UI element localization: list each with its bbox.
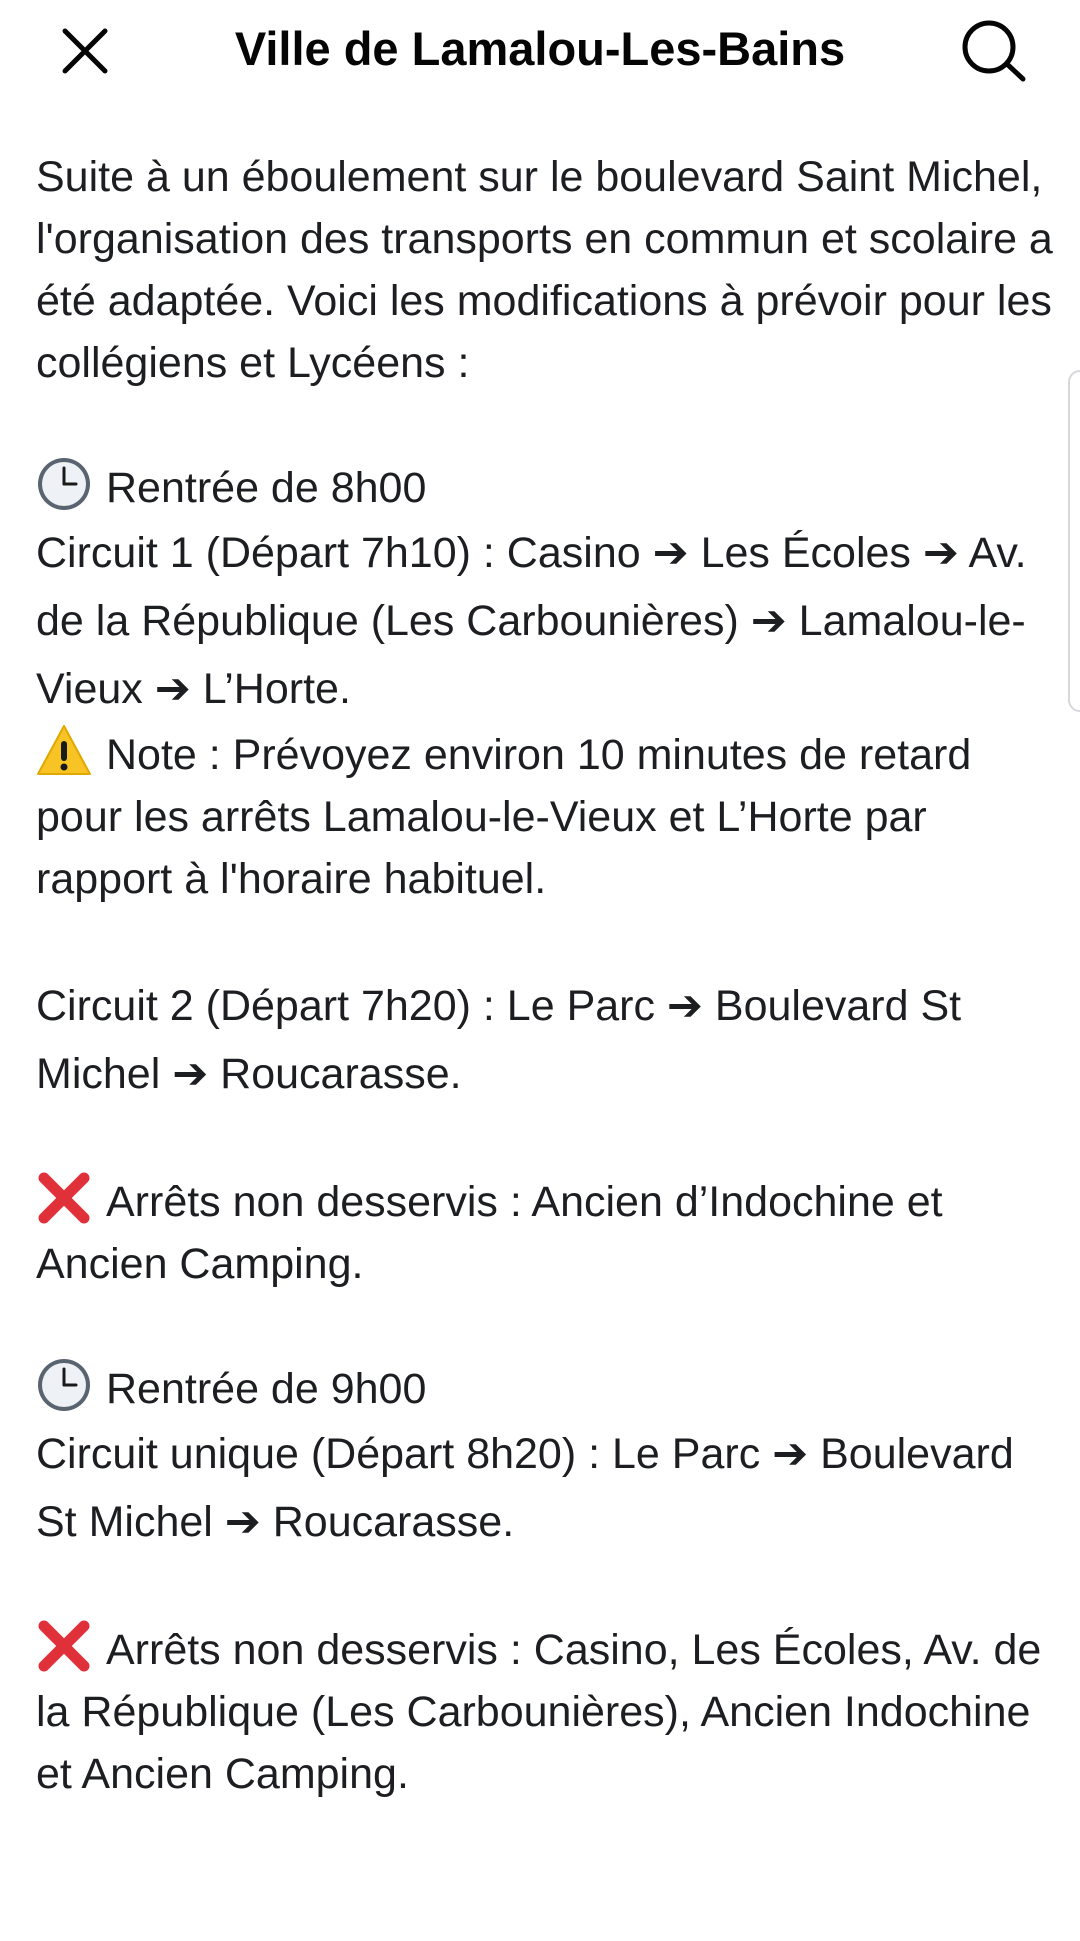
section-heading-text: Rentrée de 9h00 [106, 1365, 427, 1413]
top-bar [0, 0, 1080, 100]
note-line [36, 723, 1056, 910]
circuit-2-text: Circuit 2 (Départ 7h20) : Le Parc ➔ Boulevard St Michel ➔ Roucarasse. [36, 982, 962, 1098]
section-heading-8h [36, 456, 1056, 519]
section-heading-text: Rentrée de 8h00 [106, 464, 427, 512]
close-button[interactable] [50, 18, 120, 84]
warning-emoji-icon [36, 723, 92, 779]
page-title: Ville de Lamalou-Les-Bains [234, 22, 846, 75]
cross-mark-emoji-icon [36, 1618, 92, 1674]
post-body [36, 146, 1056, 1805]
stops-not-served-1 [36, 1170, 1056, 1295]
close-icon [57, 23, 113, 79]
clock-emoji-icon [36, 1357, 92, 1413]
clock-emoji-icon [36, 456, 92, 512]
circuit-unique-text: Circuit unique (Départ 8h20) : Le Parc ➔ Boulevard St Michel ➔ Roucarasse. [36, 1430, 1014, 1546]
post-intro: Suite à un éboulement sur le boulevard Saint Michel, l'organisation des transports en commun et scolaire a été adaptée. Voici les modifications à prévoir pour les collégiens et Lycéens : [36, 153, 1053, 387]
circuit-1-text: Circuit 1 (Départ 7h10) : Casino ➔ Les Écoles ➔ Av. de la République (Les Carbounières) ➔ Lamalou-le-Vieux ➔ L’Horte. [36, 529, 1027, 713]
search-icon [959, 19, 1029, 83]
scrollbar[interactable] [1068, 370, 1080, 712]
stops-not-served-2 [36, 1618, 1056, 1805]
search-button[interactable] [956, 16, 1032, 86]
stops-not-served-text: Arrêts non desservis : Ancien d’Indochine et Ancien Camping. [36, 1178, 943, 1288]
section-heading-9h [36, 1357, 1056, 1420]
stops-not-served-text: Arrêts non desservis : Casino, Les Écoles, Av. de la République (Les Carbounières), Ancien Indochine et Ancien Camping. [36, 1626, 1042, 1798]
note-text: Note : Prévoyez environ 10 minutes de retard pour les arrêts Lamalou-le-Vieux et L’Horte par rapport à l'horaire habituel. [36, 731, 972, 903]
cross-mark-emoji-icon [36, 1170, 92, 1226]
